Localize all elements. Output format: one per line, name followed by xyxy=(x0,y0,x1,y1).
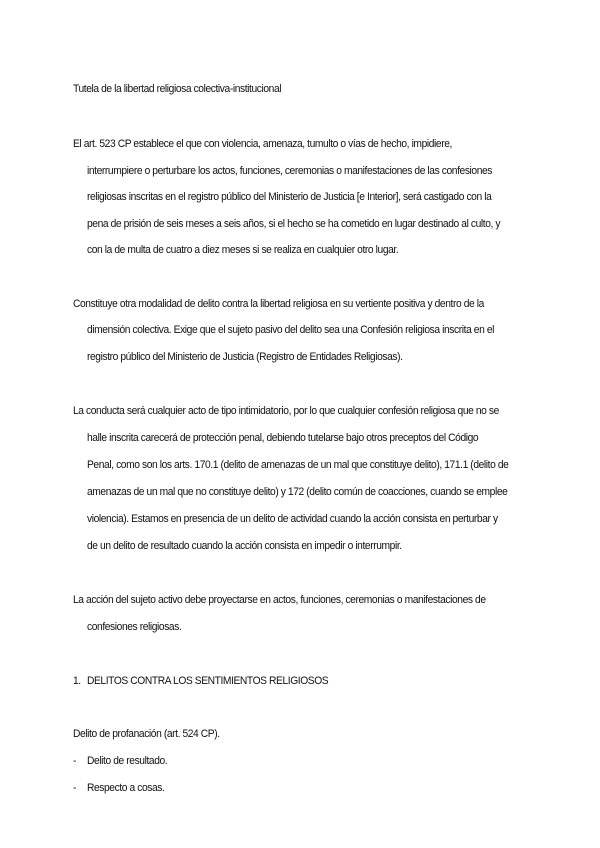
paragraph-line: halle inscrita carecerá de protección penal, debiendo tutelarse bajo otros preceptos del Código xyxy=(87,432,479,444)
paragraph-line: interrumpiere o perturbare los actos, funciones, ceremonias o manifestaciones de las confesiones xyxy=(87,165,493,177)
paragraph-line: La conducta será cualquier acto de tipo intimidatorio, por lo que cualquier confesión religiosa que no se xyxy=(73,405,499,417)
bullet-marker: - xyxy=(73,782,77,794)
paragraph-line: El art. 523 CP establece el que con violencia, amenaza, tumulto o vías de hecho, impidiere, xyxy=(73,138,452,150)
section-title: DELITOS CONTRA LOS SENTIMIENTOS RELIGIOSOS xyxy=(87,675,329,687)
paragraph-line: religiosas inscritas en el registro público del Ministerio de Justicia [e Interior], será castigado con la xyxy=(87,191,492,203)
list-item: Respecto a cosas. xyxy=(87,782,165,794)
paragraph-line: Penal, como son los arts. 170.1 (delito de amenazas de un mal que constituye delito), 171.1 (delito de xyxy=(87,459,509,471)
document-title: Tutela de la libertad religiosa colectiva-institucional xyxy=(73,83,282,95)
paragraph-line: registro público del Ministerio de Justicia (Registro de Entidades Religiosas). xyxy=(87,351,403,363)
paragraph-line: con la de multa de cuatro a diez meses si se realiza en cualquier otro lugar. xyxy=(87,244,399,256)
paragraph-line: pena de prisión de seis meses a seis años, si el hecho se ha cometido en lugar destinado al culto, y xyxy=(87,218,501,230)
paragraph-line: de un delito de resultado cuando la acción consista en impedir o interrumpir. xyxy=(87,540,402,552)
paragraph-line: violencia). Estamos en presencia de un delito de actividad cuando la acción consista en perturbar y xyxy=(87,513,498,525)
paragraph-line: La acción del sujeto activo debe proyectarse en actos, funciones, ceremonias o manifestaciones de xyxy=(73,594,486,606)
paragraph-line: confesiones religiosas. xyxy=(87,621,182,633)
list-item: Delito de resultado. xyxy=(87,755,168,767)
paragraph-line: Constituye otra modalidad de delito contra la libertad religiosa en su vertiente positiva y dentro de la xyxy=(73,298,484,310)
subsection-title: Delito de profanación (art. 524 CP). xyxy=(73,728,220,740)
section-number: 1. xyxy=(73,675,81,687)
paragraph-line: amenazas de un mal que no constituye delito) y 172 (delito común de coacciones, cuando se emplee xyxy=(87,486,508,498)
bullet-marker: - xyxy=(73,755,77,767)
paragraph-line: dimensión colectiva. Exige que el sujeto pasivo del delito sea una Confesión religiosa inscrita en el xyxy=(87,324,495,336)
